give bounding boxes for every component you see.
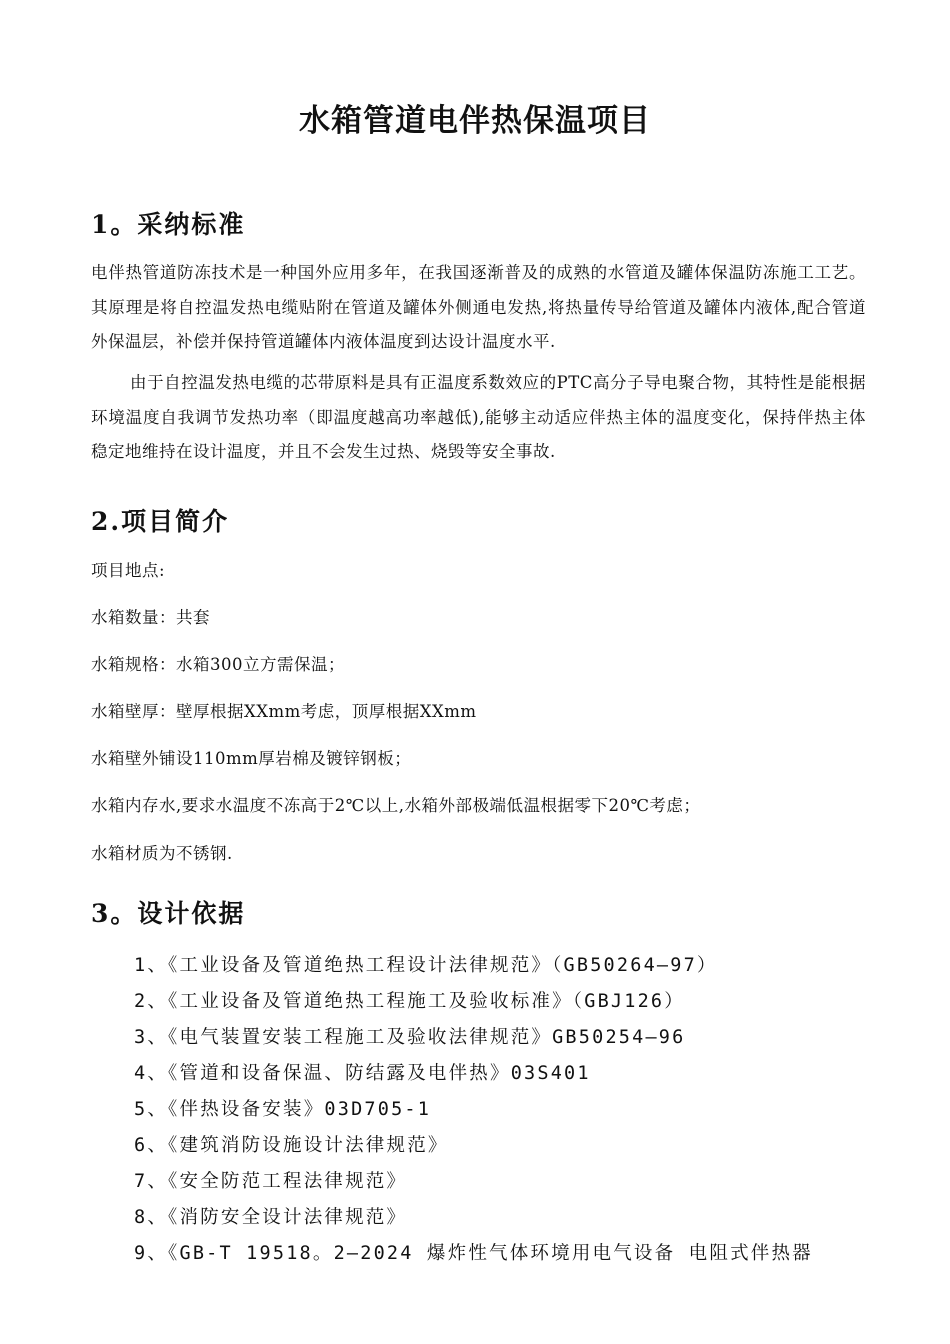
- tank-insulation: 水箱壁外铺设110mm厚岩棉及镀锌钢板；: [91, 749, 412, 768]
- reference-item: 3、《电气装置安装工程施工及验收法律规范》GB50254—96: [134, 1027, 686, 1048]
- tank-water-temperature: 水箱内存水,要求水温度不冻高于2℃以上,水箱外部极端低温根据零下20℃考虑；: [91, 796, 701, 815]
- tank-wall-thickness: 水箱壁厚：壁厚根据XXmm考虑，顶厚根据XXmm: [91, 702, 477, 721]
- tank-spec: 水箱规格：水箱300立方需保温；: [91, 655, 345, 674]
- section-1-paragraph-2: 由于自控温发热电缆的芯带原料是具有正温度系数效应的PTC高分子导电聚合物，其特性是能根据环境温度自我调节发热功率（即温度越高功率越低),能够主动适应伴热主体的温度变化，保持伴热主体稳定地维持在设计温度，并且不会发生过热、烧毁等安全事故.: [91, 373, 866, 461]
- section-1-paragraph-1: 电伴热管道防冻技术是一种国外应用多年，在我国逐渐普及的成熟的水管道及罐体保温防冻施工工艺。其原理是将自控温发热电缆贴附在管道及罐体外侧通电发热,将热量传导给管道及罐体内液体,配合管道外保温层，补偿并保持管道罐体内液体温度到达设计温度水平.: [91, 263, 866, 351]
- tank-material: 水箱材质为不锈钢.: [91, 844, 233, 863]
- section-3-heading: 3。设计依据: [91, 899, 246, 928]
- reference-item: 6、《建筑消防设施设计法律规范》: [134, 1135, 449, 1156]
- reference-item: 5、《伴热设备安装》03D705-1: [134, 1099, 432, 1120]
- document-title: 水箱管道电伴热保温项目: [299, 103, 651, 139]
- project-location: 项目地点:: [91, 561, 166, 580]
- tank-quantity: 水箱数量：共套: [91, 608, 210, 627]
- reference-item: 2、《工业设备及管道绝热工程施工及验收标准》（GBJ126）: [134, 991, 685, 1012]
- section-1-heading: 1。采纳标准: [91, 210, 246, 239]
- section-2-heading: 2.项目简介: [91, 507, 230, 536]
- reference-item: 9、《GB-T 19518。2—2024 爆炸性气体环境用电气设备 电阻式伴热器: [134, 1243, 813, 1264]
- reference-item: 4、《管道和设备保温、防结露及电伴热》03S401: [134, 1063, 591, 1084]
- reference-item: 7、《安全防范工程法律规范》: [134, 1171, 408, 1192]
- reference-item: 8、《消防安全设计法律规范》: [134, 1207, 408, 1228]
- reference-item: 1、《工业设备及管道绝热工程设计法律规范》（GB50264—97）: [134, 955, 718, 976]
